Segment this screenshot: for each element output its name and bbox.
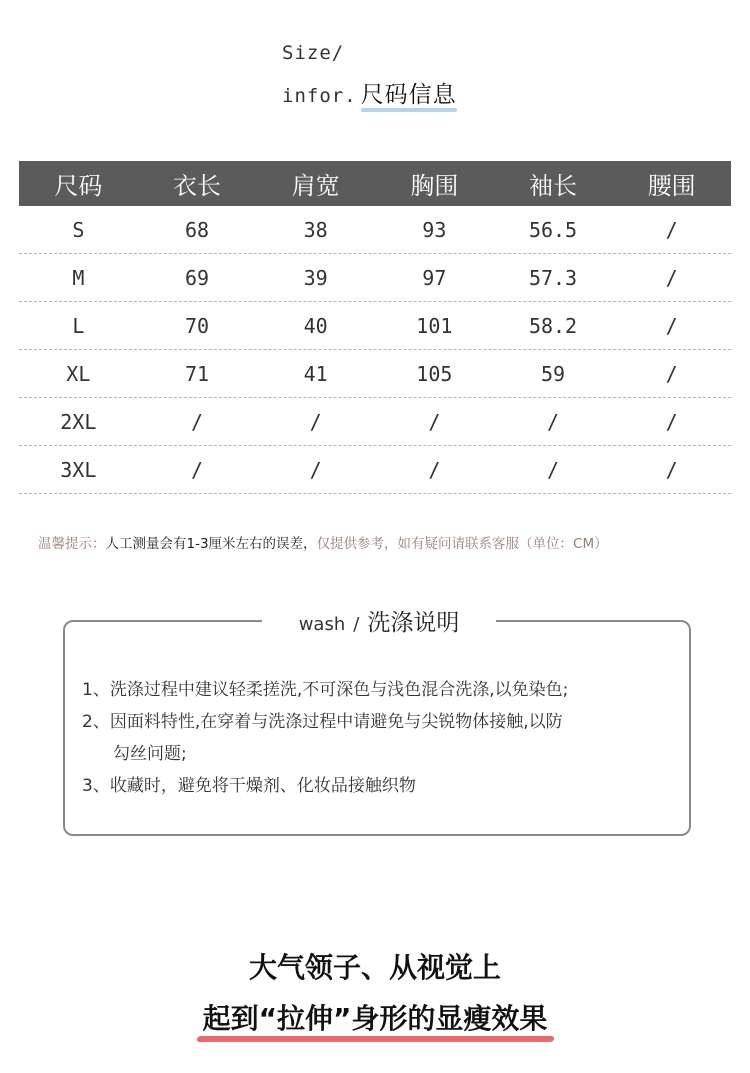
table-cell: /: [428, 457, 441, 482]
table-cell: /: [665, 409, 678, 434]
wash-title-en: wash: [298, 614, 346, 635]
wash-item: 3、收藏时，避免将干燥剂、化妆品接触织物: [82, 776, 416, 796]
table-cell: 57.3: [528, 265, 578, 290]
table-cell: /: [428, 409, 441, 434]
table-cell: 97: [422, 265, 447, 290]
table-row: [19, 446, 731, 494]
wash-item: 2、因面料特性,在穿着与洗涤过程中请避免与尖锐物体接触,以防: [82, 712, 563, 732]
table-cell: /: [547, 457, 560, 482]
wash-title: [262, 606, 496, 640]
table-cell: /: [190, 457, 204, 482]
table-cell: M: [72, 265, 85, 290]
table-row: [19, 350, 731, 398]
size-info-heading: [282, 42, 457, 109]
table-cell: 39: [303, 265, 328, 290]
table-cell: /: [665, 457, 678, 482]
tip-error-note: 人工测量会有1-3厘米左右的误差，: [105, 536, 317, 552]
table-cell: 68: [184, 217, 210, 242]
table-cell: 71: [184, 361, 210, 386]
table-cell: 69: [184, 265, 210, 290]
table-cell: /: [309, 409, 322, 434]
table-cell: /: [665, 265, 678, 290]
table-cell: /: [665, 313, 678, 338]
table-cell: 3XL: [60, 457, 97, 482]
wash-title-cn: 洗涤说明: [367, 610, 460, 636]
table-row: [19, 398, 731, 446]
size-table-header: [19, 161, 731, 206]
wash-item-continuation: 勾丝问题;: [113, 744, 187, 764]
table-cell: 40: [303, 313, 328, 338]
table-row: [19, 254, 731, 302]
size-heading-en-1: Size/: [282, 42, 345, 64]
table-row: [19, 206, 731, 254]
slogan-line-1: 大气领子、从视觉上: [248, 951, 501, 984]
column-header-waist: 腰围: [647, 172, 696, 200]
table-cell: /: [665, 361, 678, 386]
table-cell: XL: [66, 361, 91, 386]
wash-title-slash: /: [353, 614, 360, 635]
size-table-body: [1, 206, 731, 494]
slogan-line-2: 起到“拉伸”身形的显瘦效果: [203, 997, 548, 1037]
table-cell: 38: [303, 217, 328, 242]
column-header-chest: 胸围: [410, 172, 459, 200]
tip-reference-note: 仅提供参考，如有疑问请联系客服（单位：CM）: [316, 536, 608, 552]
slogan-line-2-wrap: [0, 997, 750, 1037]
table-cell: /: [309, 457, 322, 482]
table-cell: 41: [303, 361, 328, 386]
table-cell: L: [72, 313, 85, 338]
table-cell: 101: [416, 313, 453, 338]
column-header-length: 衣长: [173, 172, 221, 200]
table-cell: /: [190, 409, 204, 434]
size-table: [19, 161, 731, 494]
table-cell: 2XL: [60, 409, 97, 434]
size-heading-cn: 尺码信息: [361, 76, 457, 109]
column-header-sleeve: 袖长: [529, 172, 578, 200]
table-cell: 58.2: [528, 313, 578, 338]
table-cell: 59: [540, 361, 566, 386]
table-row: [19, 302, 731, 350]
table-cell: 56.5: [528, 217, 578, 242]
column-header-shoulder: 肩宽: [291, 172, 340, 200]
table-cell: 105: [416, 361, 453, 386]
measurement-tip: [38, 532, 608, 552]
wash-item: 1、洗涤过程中建议轻柔搓洗,不可深色与浅色混合洗涤,以免染色;: [82, 680, 569, 700]
tip-prefix: 温馨提示：: [38, 536, 106, 552]
table-cell: /: [547, 409, 560, 434]
wash-instructions-list: [82, 674, 672, 802]
table-cell: 93: [422, 217, 447, 242]
column-header-size: 尺码: [54, 172, 103, 200]
table-cell: S: [72, 217, 85, 242]
table-cell: /: [665, 217, 678, 242]
table-cell: 70: [184, 313, 210, 338]
size-heading-en-2: infor.: [282, 85, 357, 107]
